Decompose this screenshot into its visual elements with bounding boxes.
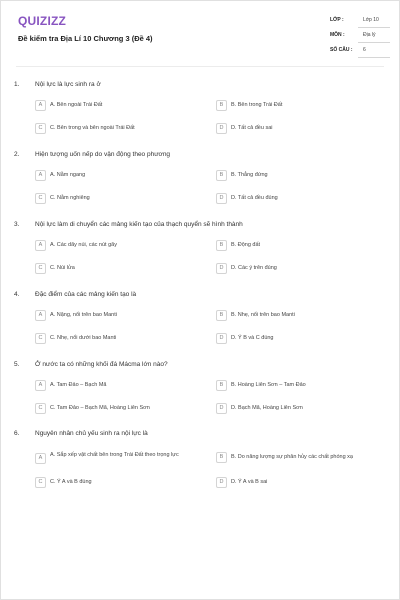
option-letter-box: C	[35, 193, 46, 204]
question-number: 1.	[14, 81, 20, 88]
option-text: B. Bên trong Trái Đất	[231, 102, 283, 108]
option-text: D. Tất cả đều sai	[231, 125, 273, 131]
option-text: B. Động đất	[231, 242, 261, 248]
option-text: D. Các ý trên đúng	[231, 265, 277, 271]
option-text: A. Bên ngoài Trái Đất	[50, 102, 103, 108]
option-letter-box: A	[35, 453, 46, 464]
question-number: 4.	[14, 291, 20, 298]
option-text: A. Nặng, nổi trên bao Manti	[50, 312, 117, 318]
option-text: A. Nằm ngang	[50, 172, 86, 178]
meta-count-value: 6	[363, 47, 366, 53]
meta-subject	[330, 31, 390, 43]
option-text: A. Tam Đảo – Bạch Mã	[50, 382, 107, 388]
meta-question-count	[330, 46, 390, 58]
option-letter-box: B	[216, 100, 227, 111]
option-letter-box: C	[35, 333, 46, 344]
option-text: C. Nằm nghiêng	[50, 195, 90, 201]
option-letter-box: B	[216, 240, 227, 251]
option-text: C. Núi lửa	[50, 265, 75, 271]
meta-class-underline	[358, 27, 390, 28]
question-number: 2.	[14, 151, 20, 158]
meta-subject-value: Địa lý	[363, 32, 376, 38]
option-text: B. Nhẹ, nổi trên bao Manti	[231, 312, 295, 318]
option-letter-box: D	[216, 477, 227, 488]
meta-count-underline	[358, 57, 390, 58]
question-number: 5.	[14, 361, 20, 368]
header-divider	[16, 66, 384, 67]
option-text: C. Ý A và B đúng	[50, 479, 92, 485]
meta-class	[330, 16, 390, 28]
option-letter-box: C	[35, 477, 46, 488]
option-letter-box: D	[216, 193, 227, 204]
question-text: Đặc điểm của các mảng kiến tạo là	[35, 291, 137, 298]
meta-subject-underline	[358, 42, 390, 43]
option-text: D. Tất cả đều đúng	[231, 195, 278, 201]
question-text: Nội lực là lực sinh ra ở	[35, 81, 101, 88]
question-text: Ở nước ta có những khối đá Mácma lớn nào?	[35, 361, 168, 368]
option-text: A. Sắp xếp vật chất bên trong Trái Đất theo trọng lực	[50, 452, 179, 458]
option-letter-box: A	[35, 310, 46, 321]
option-letter-box: B	[216, 170, 227, 181]
worksheet-title: Đề kiểm tra Địa Lí 10 Chương 3 (Đề 4)	[18, 34, 153, 43]
option-letter-box: C	[35, 403, 46, 414]
option-letter-box: D	[216, 123, 227, 134]
question-number: 6.	[14, 430, 20, 437]
option-text: C. Nhẹ, nổi dưới bao Manti	[50, 335, 117, 341]
option-letter-box: A	[35, 170, 46, 181]
meta-class-value: Lớp 10	[363, 17, 379, 23]
option-text: C. Bên trong và bên ngoài Trái Đất	[50, 125, 135, 131]
option-text: B. Thẳng đứng	[231, 172, 268, 178]
option-letter-box: A	[35, 240, 46, 251]
option-letter-box: D	[216, 403, 227, 414]
question-number: 3.	[14, 221, 20, 228]
option-letter-box: B	[216, 380, 227, 391]
option-letter-box: A	[35, 100, 46, 111]
option-text: B. Hoàng Liên Sơn – Tam Đảo	[231, 382, 306, 388]
option-letter-box: D	[216, 263, 227, 274]
question-text: Nguyên nhân chủ yếu sinh ra nội lực là	[35, 430, 148, 437]
option-text: A. Các dãy núi, các nút gãy	[50, 242, 117, 248]
option-letter-box: B	[216, 310, 227, 321]
option-text: D. Ý A và B sai	[231, 479, 268, 485]
question-text: Nội lực làm di chuyển các mảng kiến tạo của thạch quyển sẽ hình thành	[35, 221, 243, 228]
worksheet-header	[1, 1, 400, 61]
option-text: B. Do năng lượng sự phân hủy các chất phóng xạ	[231, 454, 353, 460]
meta-class-label: LỚP :	[330, 17, 344, 23]
option-text: D. Bạch Mã, Hoàng Liên Sơn	[231, 405, 303, 411]
question-text: Hiện tượng uốn nếp do vận động theo phương	[35, 151, 171, 158]
option-letter-box: C	[35, 123, 46, 134]
option-text: C. Tam Đảo – Bạch Mã, Hoàng Liên Sơn	[50, 405, 150, 411]
meta-subject-label: MÔN :	[330, 32, 345, 38]
option-letter-box: B	[216, 452, 227, 463]
quizizz-logo: QUIZIZZ	[18, 14, 67, 28]
option-letter-box: D	[216, 333, 227, 344]
option-letter-box: A	[35, 380, 46, 391]
meta-count-label: SỐ CÂU :	[330, 47, 353, 53]
option-letter-box: C	[35, 263, 46, 274]
option-text: D. Ý B và C đúng	[231, 335, 274, 341]
